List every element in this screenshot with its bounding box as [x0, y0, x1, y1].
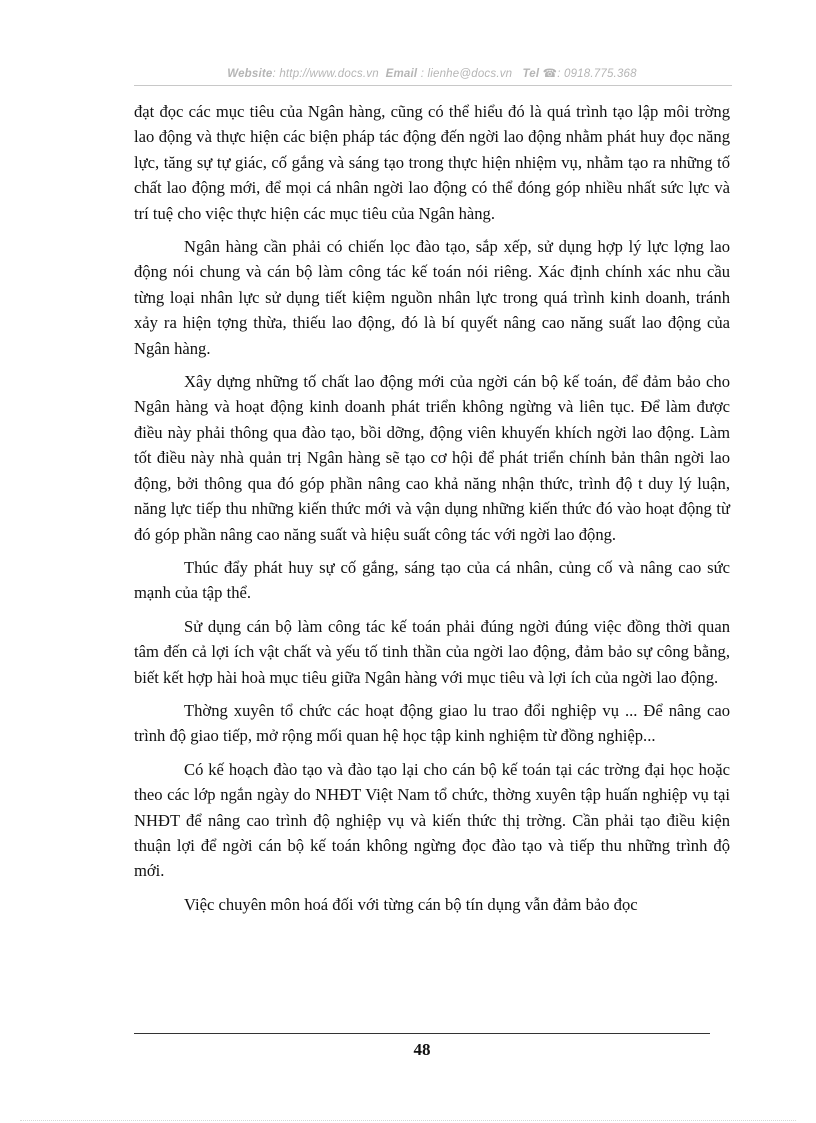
website-url: : http://www.docs.vn	[272, 68, 379, 80]
email-label: Email	[385, 68, 418, 80]
paragraph-6: Thờng xuyên tổ chức các hoạt động giao lu trao đổi nghiệp vụ ... Để nâng cao trình độ giao tiếp, mở rộng mối quan hệ học tập kinh nghiệm từ đồng nghiệp...	[134, 700, 730, 746]
paragraph-7: Có kế hoạch đào tạo và đào tạo lại cho cán bộ kế toán tại các trờng đại học hoặc theo các lớp ngắn ngày do NHĐT Việt Nam tổ chức, thờng xuyên tập huấn nghiệp vụ tại NHĐT để nâng cao trình độ nghiệp vụ và kiến thức thị trờng. Cần phải tạo điều kiện thuận lợi để ngời cán bộ kế toán không ngừng đọc đào tạo và tiếp thu những trình độ mới.	[134, 759, 730, 881]
paragraph-8: Việc chuyên môn hoá đối với từng cán bộ tín dụng vẫn đảm bảo đọc	[184, 894, 638, 914]
paragraph-1: đạt đọc các mục tiêu của Ngân hàng, cũng có thể hiểu đó là quá trình tạo lập môi trờng lao động và thực hiện các biện pháp tác động đến ngời lao động nhằm phát huy đọc năng lực, tăng sự tự giác, cố gắng và sáng tạo trong thực hiện nhiệm vụ, nhằm tạo ra những tố chất lao động mới, để mọi cá nhân ngời lao động có thể đóng góp nhiều nhất sức lực và trí tuệ cho việc thực hiện các mục tiêu của Ngân hàng.	[134, 102, 730, 223]
paragraph-4: Thúc đẩy phát huy sự cố gắng, sáng tạo của cá nhân, củng cố và nâng cao sức mạnh của tập thể.	[134, 557, 730, 603]
footer-divider	[134, 1033, 710, 1034]
tel-number: : 0918.775.368	[557, 68, 637, 80]
document-body	[134, 99, 730, 925]
page-header	[134, 66, 730, 80]
phone-icon: ☎	[542, 68, 558, 80]
paragraph-5: Sử dụng cán bộ làm công tác kế toán phải đúng ngời đúng việc đồng thời quan tâm đến cả lợi ích vật chất và yếu tố tinh thần của ngời lao động, đảm bảo sự công bằng, biết kết hợp hài hoà mục tiêu giữa Ngân hàng với mục tiêu và lợi ích của ngời lao động.	[134, 616, 730, 687]
page-number: 48	[413, 1040, 431, 1059]
page-bottom-border	[20, 1120, 796, 1121]
paragraph-2: Ngân hàng cần phải có chiến lọc đào tạo, sắp xếp, sử dụng hợp lý lực lợng lao động nói chung và cán bộ làm công tác kế toán nói riêng. Xác định chính xác nhu cầu từng loại nhân lực sử dụng tiết kiệm nguồn nhân lực trong quá trình kinh doanh, tránh xảy ra hiện tợng thừa, thiếu lao động, đó là bí quyết nâng cao năng suất lao động của Ngân hàng.	[134, 237, 730, 358]
header-divider	[134, 85, 732, 86]
tel-label: Tel	[522, 68, 540, 80]
email-address: : lienhe@docs.vn	[420, 68, 513, 80]
paragraph-3: Xây dựng những tố chất lao động mới của ngời cán bộ kế toán, để đảm bảo cho Ngân hàng và hoạt động kinh doanh phát triển không ngừng và liên tục. Để làm được điều này phải thông qua đào tạo, bồi dỡng, động viên khuyến khích ngời lao động. Làm tốt điều này nhà quản trị Ngân hàng sẽ tạo cơ hội để phát triển chính bản thân ngời lao động, bởi thông qua đó góp phần nâng cao khả năng nhận thức, trình độ t duy lý luận, năng lực tiếp thu những kiến thức mới và vận dụng những kiến thức đó vào hoạt động từ đó góp phần nâng cao năng suất và hiệu suất công tác với ngời lao động.	[134, 372, 730, 544]
website-label: Website	[227, 68, 273, 80]
